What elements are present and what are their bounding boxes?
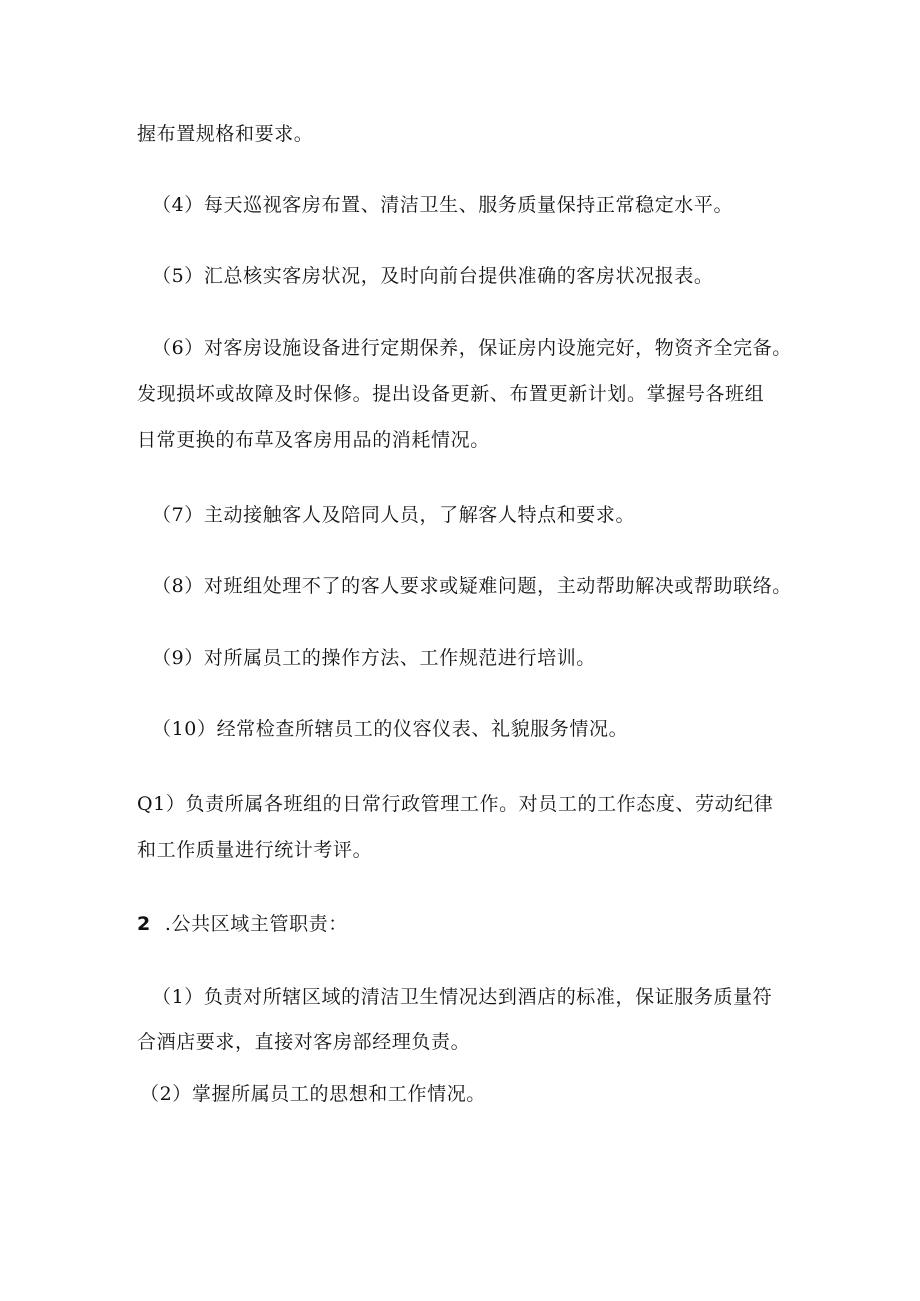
paragraph-item-9: （9）对所属员工的操作方法、工作规范进行培训。 xyxy=(152,647,596,669)
paragraph-item-8: （8）对班组处理不了的客人要求或疑难问题，主动帮助解决或帮助联络。 xyxy=(152,575,792,597)
paragraph-line: 合酒店要求，直接对客房部经理负责。 xyxy=(137,1031,471,1053)
paragraph-item-5: （5）汇总核实客房状况，及时向前台提供准确的客房状况报表。 xyxy=(152,265,714,287)
paragraph-item-10: （10）经常检查所辖员工的仪容仪表、礼貌服务情况。 xyxy=(152,718,629,740)
paragraph-item-6: （6）对客房设施设备进行定期保养，保证房内设施完好，物资齐全完备。 xyxy=(152,337,792,359)
section-heading xyxy=(137,911,348,937)
paragraph-item-4: （4）每天巡视客房布置、清洁卫生、服务质量保持正常稳定水平。 xyxy=(152,194,734,216)
paragraph-item-1: （1）负责对所辖区域的清洁卫生情况达到酒店的标准，保证服务质量符 xyxy=(152,986,773,1008)
paragraph-line: 和工作质量进行统计考评。 xyxy=(137,839,373,861)
paragraph-item-2: （2）掌握所属员工的思想和工作情况。 xyxy=(140,1083,486,1105)
paragraph-line: 握布置规格和要求。 xyxy=(137,123,314,145)
paragraph-line: 日常更换的布草及客房用品的消耗情况。 xyxy=(137,429,490,451)
section-heading-text: .公共区域主管职责： xyxy=(164,913,348,935)
section-heading-number: 2 xyxy=(137,913,151,935)
paragraph-item-11: Q1）负责所属各班组的日常行政管理工作。对员工的工作态度、劳动纪律 xyxy=(137,793,774,815)
paragraph-item-7: （7）主动接触客人及陪同人员，了解客人特点和要求。 xyxy=(152,504,636,526)
paragraph-line: 发现损坏或故障及时保修。提出设备更新、布置更新计划。掌握号各班组 xyxy=(137,383,765,405)
